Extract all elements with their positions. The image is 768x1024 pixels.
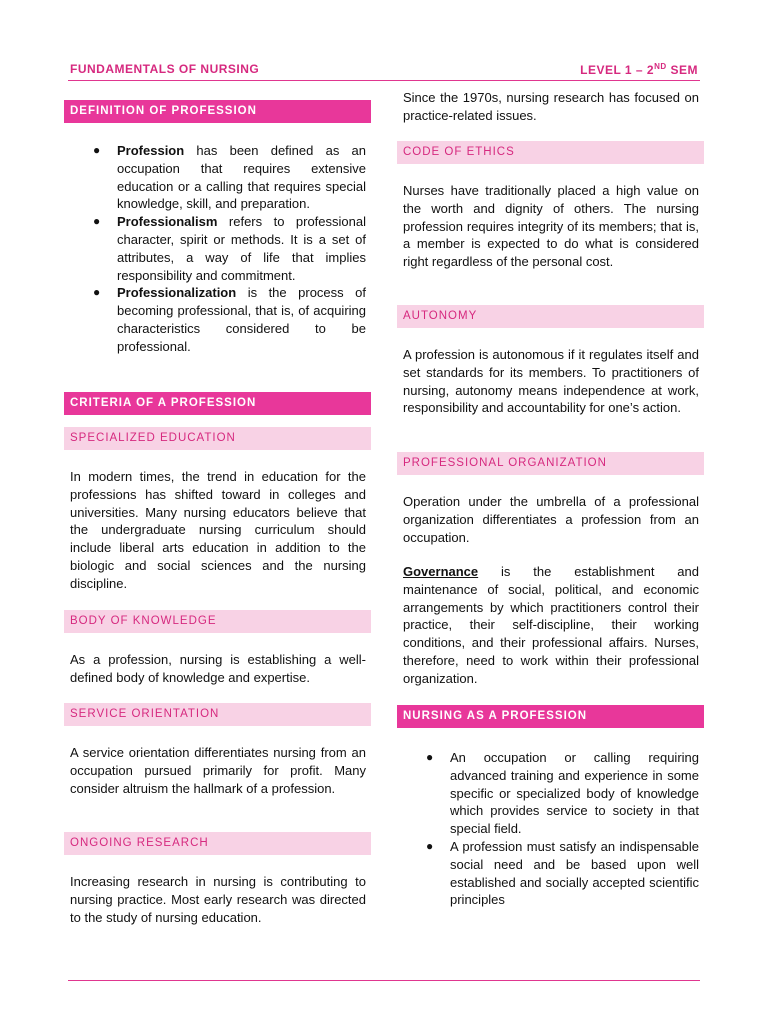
professional-organization-heading: PROFESSIONAL ORGANIZATION <box>397 452 704 475</box>
specialized-education-text: In modern times, the trend in education for the professions has shifted toward in colleges and universities. Many nursing educators believe that the undergraduate nursing curriculum should include liberal arts education in addition to the biologic and social sciences and the nursing discipline. <box>70 469 366 591</box>
body-of-knowledge-text: As a profession, nursing is establishing a well-defined body of knowledge and expertise. <box>70 652 366 685</box>
specialized-education-heading: SPECIALIZED EDUCATION <box>64 427 371 450</box>
list-item <box>426 838 699 909</box>
course-title: FUNDAMENTALS OF NURSING <box>70 62 260 76</box>
governance-paragraph <box>403 563 699 688</box>
list-item <box>93 213 366 284</box>
definition-text: has been defined as an occupation that requires extensive education or a calling that requires special knowledge, skill, and preparation. <box>117 143 366 212</box>
bullet-icon: ● <box>93 285 101 300</box>
term: Profession <box>117 143 185 158</box>
bullet-icon: ● <box>426 750 434 764</box>
code-of-ethics-text: Nurses have traditionally placed a high value on the worth and dignity of others. The nursing profession requires integrity of its members; that is, a member is expected to do what is considered right regardless of the personal cost. <box>403 183 699 270</box>
bullet-icon: ● <box>93 214 101 229</box>
list-item <box>426 749 699 838</box>
research-continued-text: Since the 1970s, nursing research has focused on practice-related issues. <box>403 90 699 123</box>
ordinal-suffix: ND <box>654 62 667 71</box>
criteria-heading: CRITERIA OF A PROFESSION <box>64 392 371 415</box>
bullet-icon: ● <box>93 143 101 157</box>
governance-text: is the establishment and maintenance of social, political, and economic arrangements by which practitioners control their practice, their self-discipline, their working conditions, and their professional affairs. Nurses, therefore, need to work within their professional organization. <box>403 564 699 686</box>
term: Professionalization <box>117 285 237 301</box>
ongoing-research-heading: ONGOING RESEARCH <box>64 832 371 855</box>
nursing-profession-list <box>426 749 699 909</box>
code-of-ethics-heading: CODE OF ETHICS <box>397 141 704 164</box>
ongoing-research-text: Increasing research in nursing is contributing to nursing practice. Most early research was directed to the study of nursing education. <box>70 874 366 925</box>
professional-organization-text: Operation under the umbrella of a professional organization differentiates a profession from an occupation. <box>403 494 699 545</box>
service-orientation-heading: SERVICE ORIENTATION <box>64 703 371 726</box>
footer-divider <box>68 980 700 981</box>
nursing-as-profession-heading: NURSING AS A PROFESSION <box>397 705 704 728</box>
body-of-knowledge-heading: BODY OF KNOWLEDGE <box>64 610 371 633</box>
service-orientation-text: A service orientation differentiates nursing from an occupation pursued primarily for profit. Many consider altruism the hallmark of a profession. <box>70 745 366 796</box>
list-item <box>93 284 366 355</box>
autonomy-text: A profession is autonomous if it regulates itself and set standards for its members. To practitioners of nursing, autonomy means independence at work, responsibility and accountability for one’s action. <box>403 347 699 416</box>
term: Professionalism <box>117 214 218 230</box>
level-semester <box>580 62 698 77</box>
governance-term: Governance <box>403 564 479 579</box>
list-item-text: An occupation or calling requiring advanced training and experience in some specific or specialized body of knowledge which provides service to society in that special field. <box>450 750 699 837</box>
definition-list <box>93 142 366 356</box>
definition-text: is the process of becoming professional, that is, of acquiring characteristics considered to be professional. <box>117 285 366 354</box>
definition-heading: DEFINITION OF PROFESSION <box>64 100 371 123</box>
bullet-icon: ● <box>426 838 434 853</box>
list-item <box>93 142 366 213</box>
level-text: LEVEL 1 – 2 <box>580 63 655 77</box>
list-item-text: A profession must satisfy an indispensable social need and be based upon well established and socially accepted scientific principles <box>450 838 699 908</box>
definition-text: refers to professional character, spirit or methods. It is a set of attributes, a way of life that implies responsibility and commitment. <box>117 214 366 283</box>
semester-text: SEM <box>666 63 698 77</box>
autonomy-heading: AUTONOMY <box>397 305 704 328</box>
page-header <box>68 60 700 81</box>
